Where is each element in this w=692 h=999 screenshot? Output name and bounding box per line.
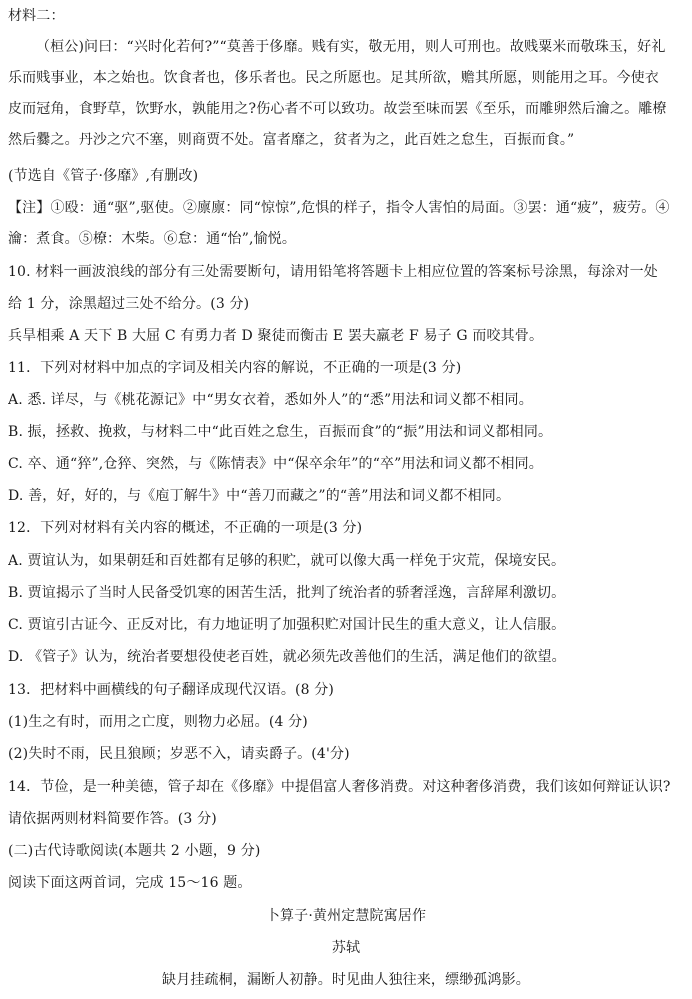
q12-option-b: B. 贾谊揭示了当时人民备受饥寒的困苦生活，批判了统治者的骄奢淫逸，言辞犀利激切。 [8,585,566,601]
material2-line-1: （桓公)问曰：“兴时化若何?”“莫善于侈靡。贱有实，敬无用，则人可刑也。故贱粟米而敬珠玉，好礼 [36,39,666,55]
material2-line-4: 然后爨之。丹沙之穴不塞，则商贾不处。富者靡之，贫者为之，此百姓之怠生，百振而食。” [8,132,575,148]
q13-item-2: (2)失时不雨，民且狼顾；岁恶不入，请卖爵子。(4'分) [8,746,350,762]
poetry-instruction: 阅读下面这两首词，完成 15～16 题。 [8,875,252,891]
poetry-section-heading: (二)古代诗歌阅读(本题共 2 小题，9 分) [8,843,261,859]
q10-line-1: 10. 材料一画波浪线的部分有三处需要断句，请用铅笔将答题卡上相应位置的答案标号涂黑，每涂对一处 [8,264,658,280]
q12-stem: 12．下列对材料有关内容的概述，不正确的一项是(3 分) [8,520,363,536]
q11-stem: 11．下列对材料中加点的字词及相关内容的解说，不正确的一项是(3 分) [8,360,462,376]
q13-stem: 13．把材料中画横线的句子翻译成现代汉语。(8 分) [8,682,334,698]
material2-line-3: 皮而冠角，食野草，饮野水，孰能用之?伤心者不可以致功。故尝至味而罢《至乐，而雕卵然后瀹之。雕橑 [8,101,667,117]
notes-line-1: 【注】①殴：通“驱”,驱使。②廪廪：同“惊惊”,危惧的样子，指令人害怕的局面。③罢：通“疲”，疲劳。④ [8,200,670,216]
source-citation: (节选自《管子·侈靡》,有删改) [8,168,199,184]
q11-option-a: A. 悉. 详尽，与《桃花源记》中“男女衣着，悉如外人”的“悉”用法和词义都不相同。 [8,392,533,408]
q10-sentence: 兵旱相乘 A 天下 B 大屈 C 有勇力者 D 聚徒而衡击 E 罢夫羸老 F 易子 G 而咬其骨。 [8,328,544,344]
q11-option-b: B. 振，拯救、挽救，与材料二中“此百姓之怠生，百振而食”的“振”用法和词义都相同。 [8,424,553,440]
q12-option-d: D. 《管子》认为，统治者要想役使老百姓，就必须先改善他们的生活，满足他们的欲望。 [8,649,566,665]
poem-line-1: 缺月挂疏桐，漏断人初静。时见曲人独往来，缥缈孤鸿影。 [162,972,530,988]
q14-line-2: 请依据两则材料简要作答。(3 分) [8,811,217,827]
q14-line-1: 14．节俭，是一种美德，管子却在《侈靡》中提倡富人奢侈消费。对这种奢侈消费，我们该如何辩证认识? [8,779,671,795]
q13-item-1: (1)生之有时，而用之亡度，则物力必屈。(4 分) [8,714,308,730]
q10-line-2: 给 1 分，涂黑超过三处不给分。(3 分) [8,296,250,312]
q11-option-c: C. 卒、通“猝”,仓猝、突然，与《陈情表》中“保卒余年”的“卒”用法和词义都不相同。 [8,456,543,472]
q12-option-c: C. 贾谊引古证今、正反对比，有力地证明了加强积贮对国计民生的重大意义，让人信服。 [8,617,566,633]
material2-heading: 材料二： [8,8,65,24]
dotted-char-zhen: 振 [517,132,532,148]
material2-line-2: 乐而贱事业，本之始也。饮食者也，侈乐者也。民之所愿也。足其所欲，赡其所愿，则能用之耳。今使衣 [8,70,659,86]
poem-author: 苏轼 [331,940,361,956]
q12-option-a: A. 贾谊认为，如果朝廷和百姓都有足够的积贮，就可以像大禹一样免于灾荒，保境安民。 [8,553,566,569]
poem-title: 卜算子·黄州定慧院寓居作 [265,908,427,924]
notes-line-2: 瀹：煮食。⑤橑：木柴。⑥怠：通“怡”,愉悦。 [8,231,297,247]
q11-option-d: D. 善，好，好的，与《庖丁解牛》中“善刀而藏之”的“善”用法和词义都不相同。 [8,488,511,504]
